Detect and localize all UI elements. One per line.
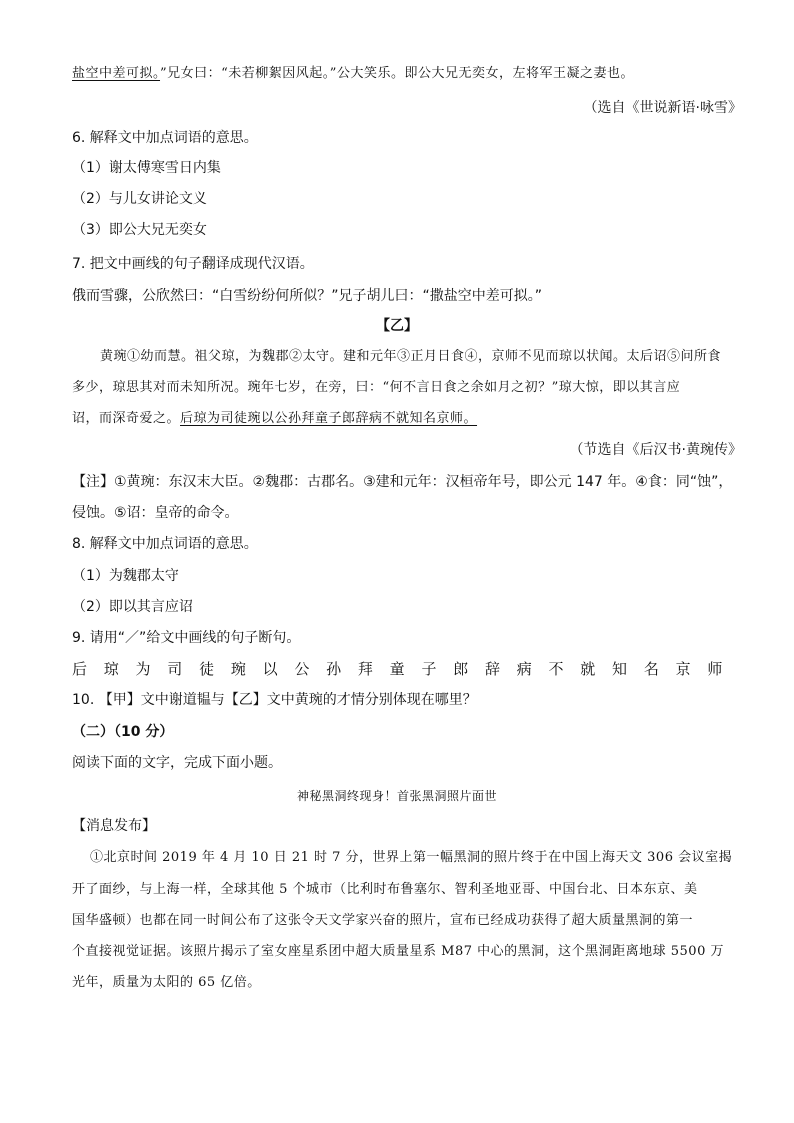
q7-title: 7. 把文中画线的句子翻译成现代汉语。: [72, 256, 314, 272]
yi-heading: 【乙】: [376, 318, 418, 334]
yi-line-plain: 诏，而深奇爱之。: [72, 411, 181, 426]
yi-paragraph-line: 多少，琼思其对而未知所况。琬年七岁，在旁，曰：“何不言日食之余如月之初？”琼大惊，即以其言应: [72, 380, 681, 395]
section2-heading: （二）（10 分）: [72, 724, 174, 740]
yi-source: （节选自《后汉书·黄琬传》: [569, 442, 742, 458]
q8-item: （2）即以其言应诏: [72, 599, 193, 615]
jia-text-line: [72, 64, 634, 84]
jia-underlined-phrase: 盐空中差可拟。: [72, 66, 161, 81]
article-title: 神秘黑洞终现身！首张黑洞照片面世: [296, 789, 497, 803]
article-paragraph-line: 光年，质量为太阳的 65 亿倍。: [72, 975, 261, 990]
q6-item: （2）与儿女讲论文义: [72, 191, 207, 207]
note-line: 【注】①黄琬：东汉末大臣。②魏郡：古郡名。③建和元年：汉桓帝年号，即公元 147 年。④食：同“蚀”，: [72, 474, 733, 490]
jia-line-rest: ”兄女曰：“未若柳絮因风起。”公大笑乐。即公大兄无奕女，左将军王凝之妻也。: [160, 66, 634, 81]
q6-item: （1）谢太傅寒雪日内集: [72, 160, 221, 176]
q7-sentence: 俄而雪骤，公欣然曰：“白雪纷纷何所似？”兄子胡儿曰：“撒盐空中差可拟。”: [72, 288, 543, 304]
jia-source: （选自《世说新语·咏雪》: [583, 100, 742, 116]
article-paragraph-line: 国华盛顿）也都在同一时间公布了这张令天文学家兴奋的照片，宣布已经成功获得了超大质量黑洞的第一: [72, 913, 694, 928]
q6-item: （3）即公大兄无奕女: [72, 222, 207, 238]
article-paragraph-line: ①北京时间 2019 年 4 月 10 日 21 时 7 分，世界上第一幅黑洞的照片终于在中国上海天文 306 会议室揭: [90, 850, 733, 865]
q6-title: 6. 解释文中加点词语的意思。: [72, 130, 258, 146]
q8-title: 8. 解释文中加点词语的意思。: [72, 536, 258, 552]
article-tag: 【消息发布】: [72, 818, 156, 834]
q9-sentence: 后 琼 为 司 徒 琬 以 公 孙 拜 童 子 郎 辞 病 不 就 知 名 京 师: [72, 660, 729, 678]
section2-instruction: 阅读下面的文字，完成下面小题。: [72, 755, 282, 771]
q10-title: 10. 【甲】文中谢道韫与【乙】文中黄琬的才情分别体现在哪里？: [72, 692, 477, 708]
article-paragraph-line: 个直接视觉证据。该照片揭示了室女座星系团中超大质量星系 M87 中心的黑洞，这个黑洞距离地球 5500 万: [72, 944, 724, 959]
note-line: 侵蚀。⑤诏：皇帝的命令。: [72, 505, 239, 521]
q9-title: 9. 请用“／”给文中画线的句子断句。: [72, 630, 301, 646]
yi-paragraph-line: [72, 409, 477, 429]
yi-underlined-sentence: 后琼为司徒琬以公孙拜童子郎辞病不就知名京师。: [180, 411, 478, 426]
article-paragraph-line: 开了面纱，与上海一样，全球其他 5 个城市（比利时布鲁塞尔、智利圣地亚哥、中国台北、日本东京、美: [72, 882, 698, 897]
yi-paragraph-line: 黄琬①幼而慧。祖父琼，为魏郡②太守。建和元年③正月日食④，京师不见而琼以状闻。太后诏⑤问所食: [100, 349, 722, 364]
q8-item: （1）为魏郡太守: [72, 568, 179, 584]
